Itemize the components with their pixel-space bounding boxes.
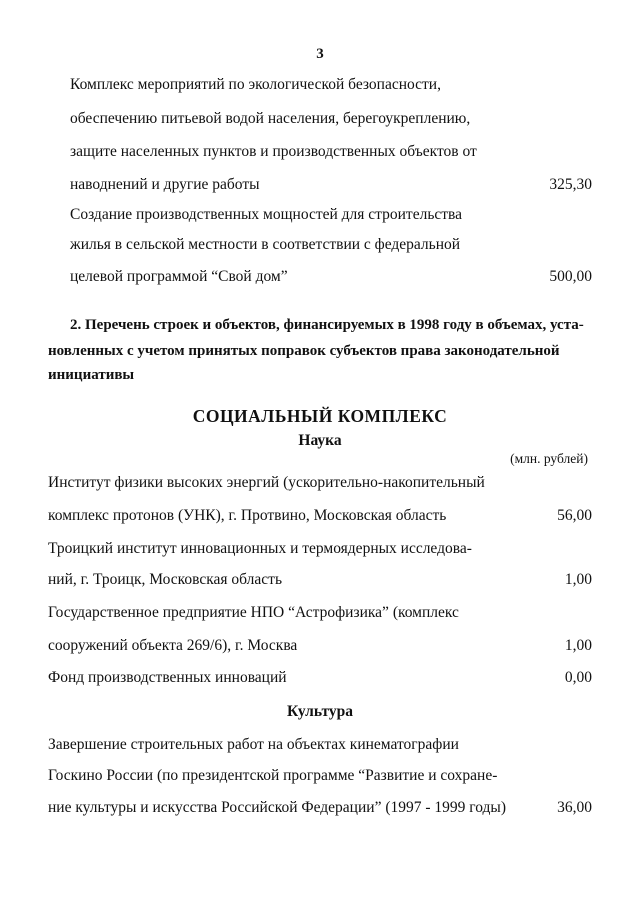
science-title: Наука <box>298 432 342 449</box>
section2-heading-line-3: инициативы <box>48 367 135 383</box>
section1-item-2-line-2: жилья в сельской местности в соответствии с федеральной <box>70 236 461 253</box>
science-item-2-line-1: Троицкий институт инновационных и термоядерных исследова- <box>48 540 472 557</box>
culture-item-1-line-3: ние культуры и искусства Российской Федерации” (1997 - 1999 годы) <box>48 799 507 816</box>
social-complex-title: СОЦИАЛЬНЫЙ КОМПЛЕКС <box>192 406 448 426</box>
science-item-2-line-2: ний, г. Троицк, Московская область <box>48 571 283 588</box>
culture-item-1-line-2: Госкино России (по президентской программе “Развитие и сохране- <box>48 767 498 784</box>
culture-item-1-line-1: Завершение строительных работ на объектах кинематографии <box>48 736 459 753</box>
culture-title: Культура <box>286 703 354 720</box>
section1-item-1-line-4: наводнений и другие работы <box>70 176 260 193</box>
science-item-4-value: 0,00 <box>564 669 592 686</box>
science-item-1-line-1: Институт физики высоких энергий (ускорительно-накопительный <box>48 474 485 491</box>
science-item-2-value: 1,00 <box>564 571 592 588</box>
science-item-3-value: 1,00 <box>564 637 592 654</box>
science-item-4-line-1: Фонд производственных инноваций <box>48 669 287 686</box>
section1-item-1-line-3: защите населенных пунктов и производственных объектов от <box>70 143 477 160</box>
culture-item-1-value: 36,00 <box>557 799 592 816</box>
units-label: (млн. рублей) <box>510 451 588 466</box>
section1-item-1-value: 325,30 <box>549 176 592 193</box>
science-item-3-line-1: Государственное предприятие НПО “Астрофизика” (комплекс <box>48 604 459 621</box>
section1-item-1-line-1: Комплекс мероприятий по экологической безопасности, <box>70 76 441 93</box>
science-item-1-line-2: комплекс протонов (УНК), г. Протвино, Московская область <box>48 507 447 524</box>
section2-heading-line-2: новленных с учетом принятых поправок субъектов права законодательной <box>48 343 560 359</box>
page-number: 3 <box>316 46 324 62</box>
section1-item-2-line-1: Создание производственных мощностей для строительства <box>70 206 463 223</box>
section2-heading-line-1: 2. Перечень строек и объектов, финансируемых в 1998 году в объемах, уста- <box>70 317 584 333</box>
section1-item-2-line-3: целевой программой “Свой дом” <box>70 268 288 285</box>
science-item-1-value: 56,00 <box>557 507 592 524</box>
section1-item-2-value: 500,00 <box>549 268 592 285</box>
section1-item-1-line-2: обеспечению питьевой водой населения, берегоукреплению, <box>70 110 471 127</box>
science-item-3-line-2: сооружений объекта 269/6), г. Москва <box>48 637 298 654</box>
